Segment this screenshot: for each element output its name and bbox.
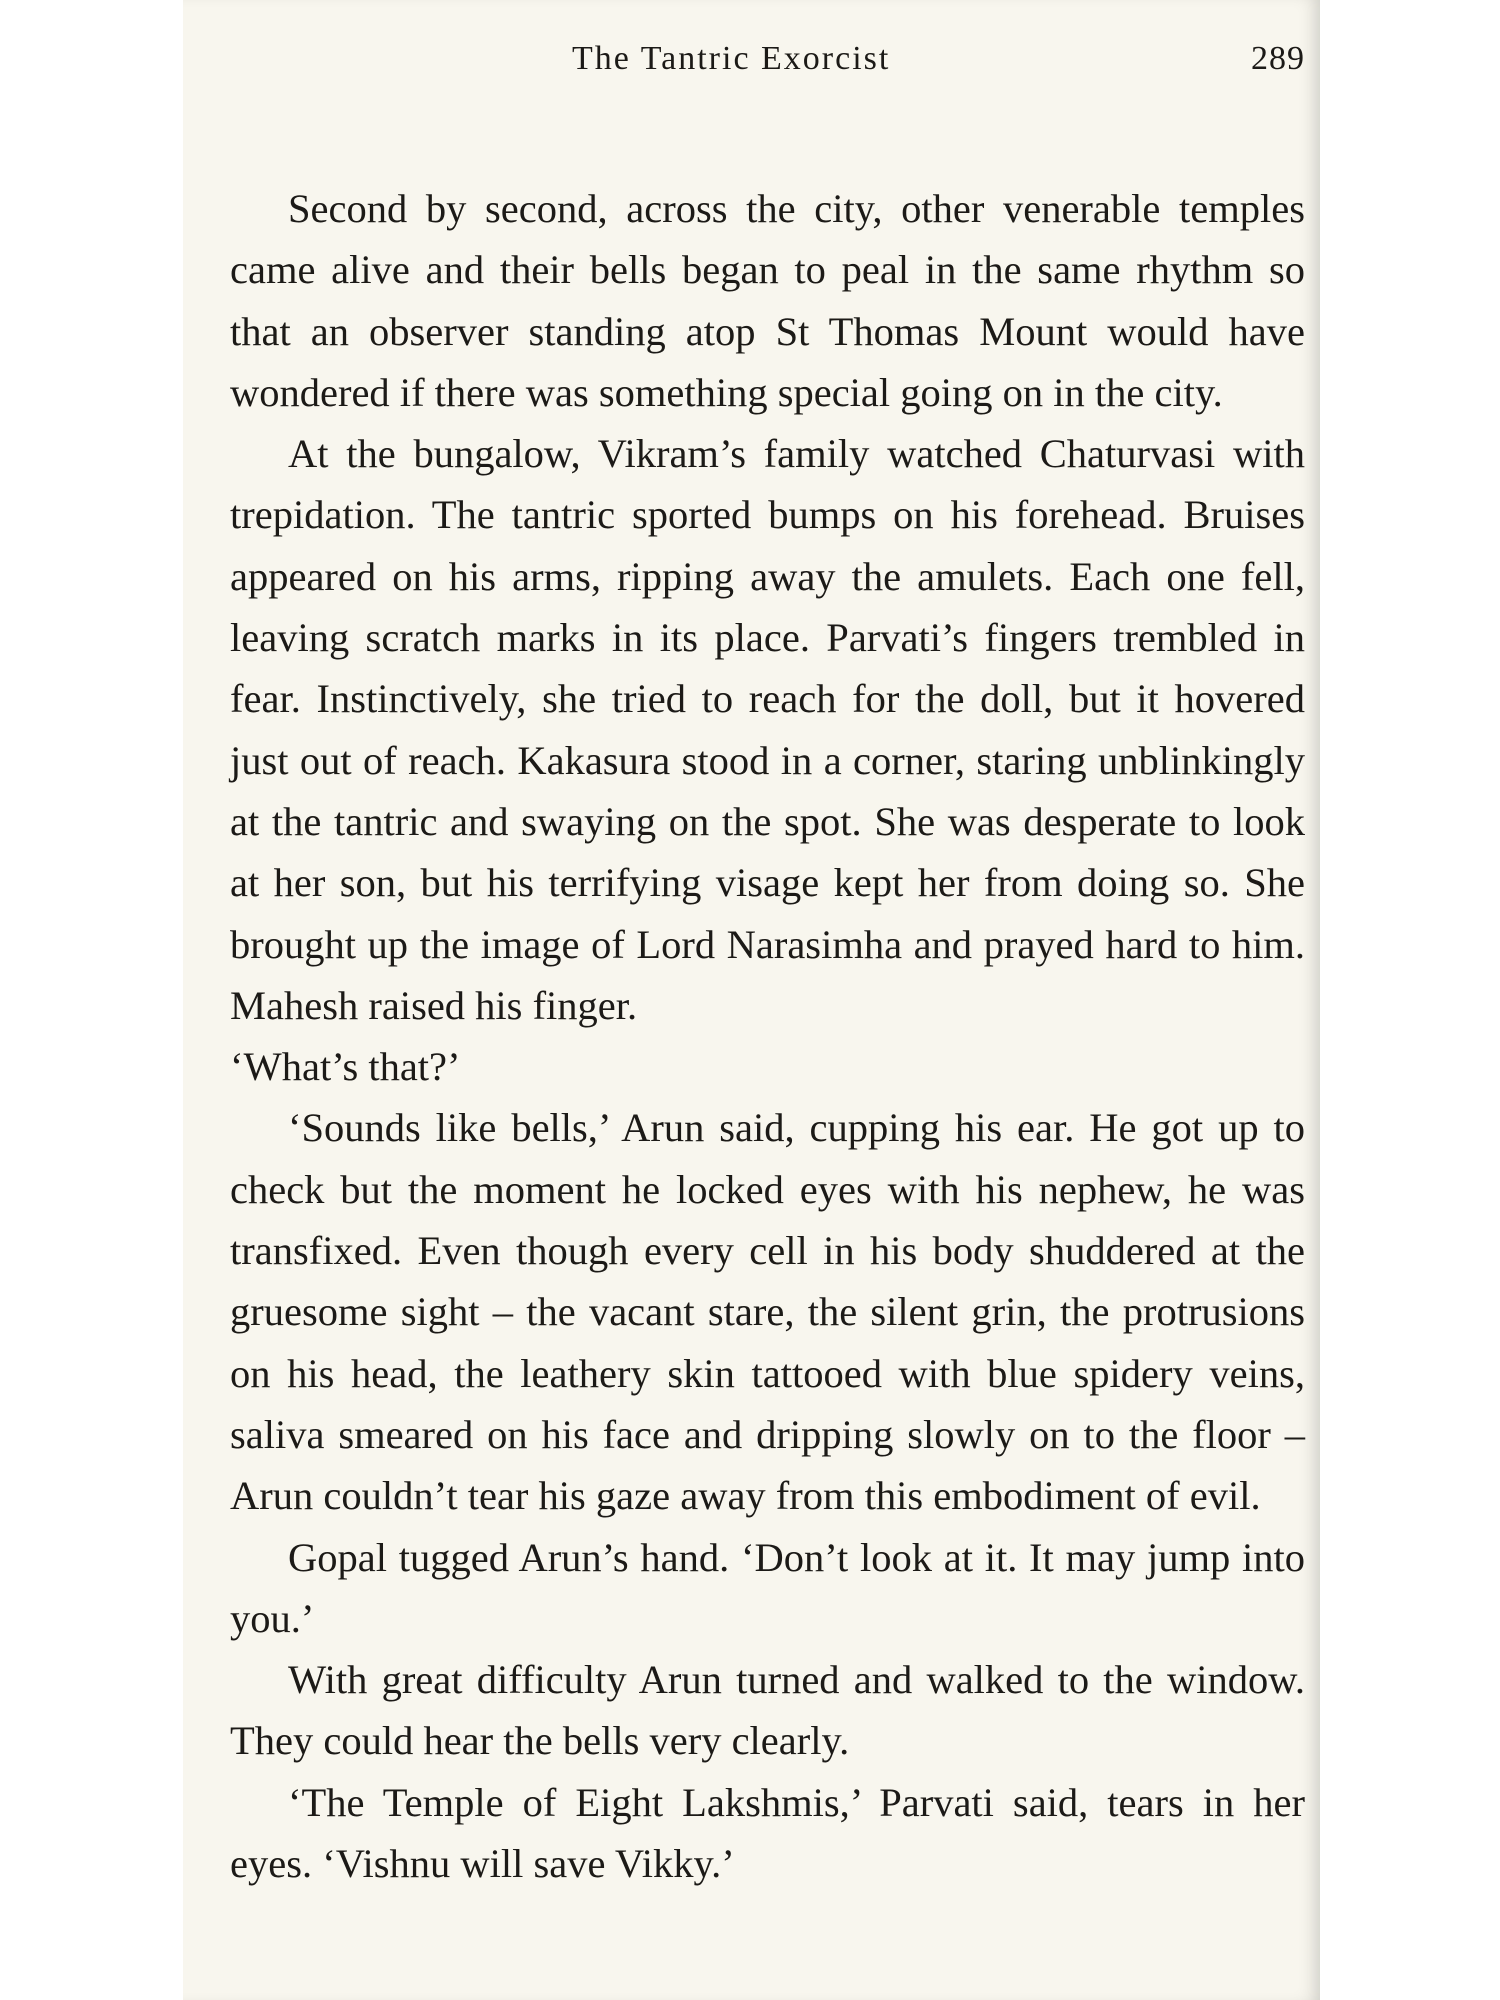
paragraph: Gopal tugged Arun’s hand. ‘Don’t look at it. It may jump into you.’ bbox=[230, 1534, 1305, 1641]
page-number: 289 bbox=[1251, 40, 1305, 77]
paragraph: ‘Sounds like bells,’ Arun said, cupping his ear. He got up to check but the moment he locked eyes with his nephew, he was transfixed. Even though every cell in his body shuddered at the gruesome sight – the vacant stare, the silent grin, the protrusions on his head, the leathery skin tattooed with blue spidery veins, saliva smeared on his face and dripping slowly on to the floor – Arun couldn’t tear his gaze away from this embodiment of evil. bbox=[230, 1105, 1305, 1519]
paragraph: ‘What’s that?’ bbox=[230, 1044, 461, 1090]
running-title: The Tantric Exorcist bbox=[572, 40, 891, 77]
running-head bbox=[230, 36, 1305, 92]
paragraph: ‘The Temple of Eight Lakshmis,’ Parvati said, tears in her eyes. ‘Vishnu will save Vikky.’ bbox=[230, 1779, 1305, 1887]
body-text bbox=[230, 178, 1305, 1894]
paragraph: Second by second, across the city, other venerable temples came alive and their bells began to peal in the same rhythm so that an observer standing atop St Thomas Mount would have wondered if there was something special going on in the city. bbox=[230, 186, 1305, 415]
paragraph: At the bungalow, Vikram’s family watched Chaturvasi with trepidation. The tantric sported bumps on his forehead. Bruises appeared on his arms, ripping away the amulets. Each one fell, leaving scratch marks in its place. Parvati’s fingers trembled in fear. Instinctively, she tried to reach for the doll, but it hovered just out of reach. Kakasura stood in a corner, staring unblinkingly at the tantric and swaying on the spot. She was desperate to look at her son, but his terrifying visage kept her from doing so. She brought up the image of Lord Narasimha and prayed hard to him. Mahesh raised his finger. bbox=[230, 431, 1305, 1028]
paragraph: With great difficulty Arun turned and walked to the window. They could hear the bells very clearly. bbox=[230, 1657, 1305, 1764]
book-page bbox=[230, 36, 1305, 1894]
